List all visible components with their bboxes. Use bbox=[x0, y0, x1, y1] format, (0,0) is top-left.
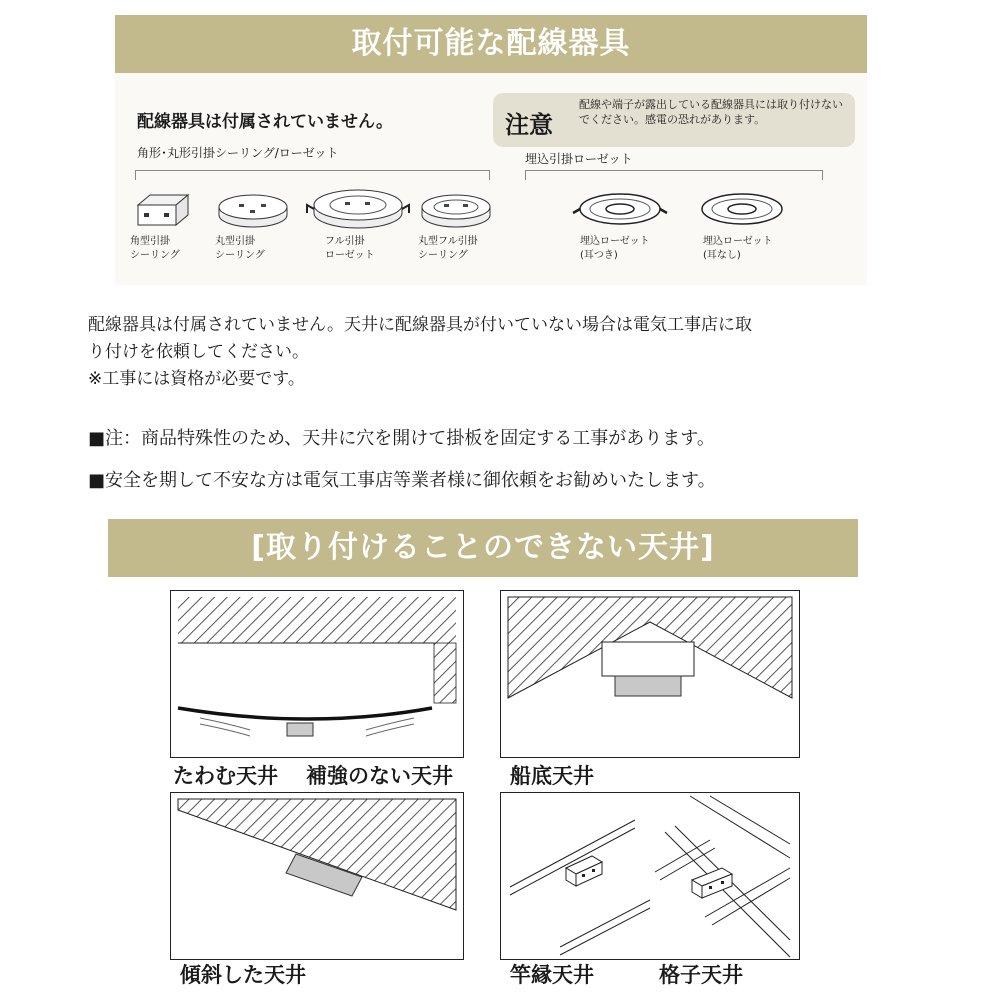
caption-boat-bottom-ceiling: 船底天井 bbox=[510, 764, 594, 788]
fixture-label-line2: ローゼット bbox=[325, 250, 375, 261]
caption-sloped-ceiling: 傾斜した天井 bbox=[180, 963, 306, 987]
section-header-installable: 取付可能な配線器具 bbox=[115, 15, 867, 73]
note-line: 配線器具は付属されていません。天井に配線器具が付いていない場合は電気工事店に取 bbox=[88, 315, 753, 335]
caution-label: 注意 bbox=[505, 111, 553, 139]
fixture-label-line2: (耳つき) bbox=[580, 250, 618, 261]
fixture-square-hook-ceiling bbox=[130, 189, 192, 263]
fixture-label-line2: シーリング bbox=[215, 250, 265, 261]
diagram-sloped-ceiling bbox=[170, 792, 464, 960]
round-full-ceiling-icon bbox=[418, 189, 494, 235]
diagram-sagging-ceiling bbox=[170, 590, 464, 758]
full-rosette-icon bbox=[303, 183, 413, 235]
caution-text: 配線や端子が露出している配線器具には取り付けないでください。感電の恐れがあります。 bbox=[579, 98, 843, 126]
fixture-round-hook-ceiling bbox=[215, 189, 291, 263]
panel-heading: 配線器具は付属されていません。 bbox=[137, 112, 394, 132]
sloped-ceiling-illustration bbox=[170, 792, 464, 960]
fixture-panel bbox=[115, 73, 867, 285]
caption-rod-edge-ceiling: 竿縁天井 bbox=[510, 963, 594, 987]
square-ceiling-icon bbox=[130, 189, 192, 235]
diagram-boat-bottom-ceiling bbox=[500, 590, 800, 758]
bullet-note: ■注：商品特殊性のため、天井に穴を開けて掛板を固定する工事があります。 bbox=[88, 428, 715, 449]
fixture-label-line1: 丸型フル引掛 bbox=[418, 236, 478, 247]
note-line: り付けを依頼してください。 bbox=[88, 342, 309, 362]
fixture-label-line2: (耳なし) bbox=[703, 250, 741, 261]
fixture-round-full-hook-ceiling bbox=[418, 189, 494, 263]
sagging-ceiling-illustration bbox=[170, 590, 464, 758]
embedded-rosette-ears-icon bbox=[570, 189, 670, 235]
fixture-label-line2: シーリング bbox=[418, 250, 468, 261]
caption-sagging-ceiling: たわむ天井 bbox=[173, 764, 278, 788]
panel-subtitle: 角形･丸形引掛シーリング/ローゼット bbox=[137, 146, 339, 160]
fixture-label-line1: 埋込ローゼット bbox=[703, 236, 773, 247]
fixture-embedded-rosette-ears bbox=[570, 189, 670, 263]
fixture-label-line1: フル引掛 bbox=[325, 236, 365, 247]
fixture-embedded-rosette-no-ears bbox=[697, 189, 787, 263]
section-header-not-installable: [取り付けることのできない天井] bbox=[108, 519, 858, 577]
installation-notes bbox=[88, 312, 752, 393]
caption-unreinforced-ceiling: 補強のない天井 bbox=[306, 764, 453, 788]
rod-grid-ceiling-illustration bbox=[500, 792, 800, 960]
group-bracket bbox=[135, 170, 490, 180]
fixture-label-line1: 角型引掛 bbox=[130, 236, 170, 247]
bullet-note: ■安全を期して不安な方は電気工事店等業者様に御依頼をお勧めいたします。 bbox=[88, 470, 716, 491]
note-line: ※工事には資格が必要です。 bbox=[88, 369, 305, 389]
diagram-rod-and-grid-ceiling bbox=[500, 792, 800, 960]
fixture-full-hook-rosette bbox=[303, 183, 413, 263]
embedded-title: 埋込引掛ローゼット bbox=[525, 152, 633, 166]
boat-bottom-ceiling-illustration bbox=[500, 590, 800, 758]
fixture-label-line2: シーリング bbox=[130, 250, 180, 261]
fixture-label-line1: 丸型引掛 bbox=[215, 236, 255, 247]
caption-grid-ceiling: 格子天井 bbox=[659, 963, 743, 987]
embedded-rosette-icon bbox=[697, 189, 787, 235]
round-ceiling-icon bbox=[215, 189, 291, 235]
group-bracket bbox=[525, 170, 823, 180]
fixture-label-line1: 埋込ローゼット bbox=[580, 236, 650, 247]
caution-box bbox=[493, 93, 855, 147]
